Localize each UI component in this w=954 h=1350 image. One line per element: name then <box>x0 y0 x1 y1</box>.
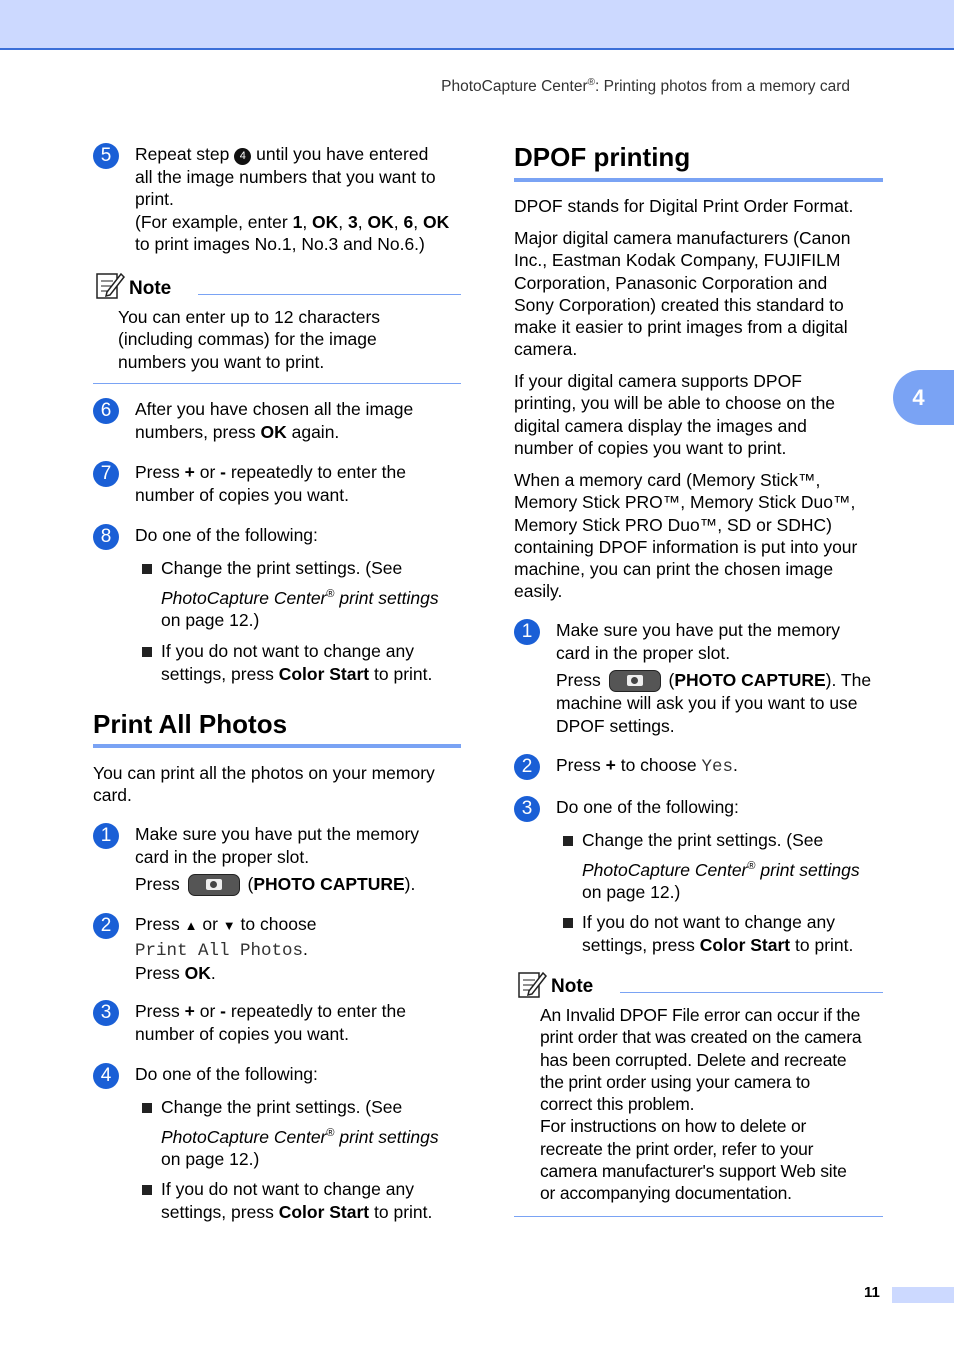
dpof-step-3 <box>514 796 894 826</box>
bullet-square <box>563 918 573 928</box>
step-text: Do one of the following: <box>556 797 739 817</box>
step-text: Do one of the following: <box>135 525 318 545</box>
note-text: You can enter up to 12 characters (including commas) for the image numbers you want to print. <box>118 307 381 372</box>
step-number-badge: 8 <box>93 524 119 550</box>
down-arrow-icon: ▼ <box>222 918 236 933</box>
paragraph: When a memory card (Memory Stick™, Memory Stick PRO™, Memory Stick Duo™, Memory Stick PRO Duo™, SD or SDHC) containing DPOF information is put into your machine, you can print the chosen image easily. <box>514 470 858 602</box>
step-ref-badge: 4 <box>234 148 251 165</box>
step-number-badge: 4 <box>93 1063 119 1089</box>
up-arrow-icon: ▲ <box>184 918 198 933</box>
bullet-item: If you do not want to change any settings, press Color Start to print. <box>142 640 472 688</box>
top-banner <box>0 0 954 50</box>
step-text: Press ▲ or ▼ to choose Print All Photos. Press OK. <box>135 914 317 983</box>
bullet-square <box>142 1185 152 1195</box>
bullet-item: Change the print settings. (See PhotoCapture Center® print settings on page 12.) <box>142 557 472 629</box>
bullet-item: Change the print settings. (See PhotoCapture Center® print settings on page 12.) <box>142 1096 472 1168</box>
chapter-tab: 4 <box>893 370 954 425</box>
step-number-badge: 3 <box>514 796 540 822</box>
left-step-6 <box>93 398 473 448</box>
bullet-square <box>563 836 573 846</box>
note-bottom-rule <box>93 383 461 384</box>
note-icon <box>517 969 547 999</box>
step-text: Press + or - repeatedly to enter the number of copies you want. <box>135 1001 406 1044</box>
note-text: An Invalid DPOF File error can occur if the print order that was created on the camera has been corrupted. Delete and recreate the print order using your camera to correct this problem. For instructions on how to delete or recreate the print order, refer to your camera manufacturer's support Web site or accompanying documentation. <box>540 1005 862 1204</box>
step-number-badge: 2 <box>93 913 119 939</box>
step-number-badge: 6 <box>93 398 119 424</box>
note-top-rule <box>620 992 883 993</box>
step-number-badge: 7 <box>93 461 119 487</box>
note-top-rule <box>198 294 461 295</box>
page-number: 11 <box>864 1284 880 1301</box>
step-text: Press + or - repeatedly to enter the number of copies you want. <box>135 462 406 505</box>
left-step-7 <box>93 461 473 511</box>
step-number-badge: 5 <box>93 143 119 169</box>
step-text: Press + to choose Yes. <box>556 755 738 777</box>
running-header: PhotoCapture Center®: Printing photos from a memory card <box>441 77 850 96</box>
step-number-badge: 3 <box>93 1000 119 1026</box>
footer-bar <box>892 1287 954 1303</box>
photo-capture-button-icon <box>188 874 240 896</box>
left-pap-step-1 <box>93 823 473 903</box>
left-step-5 <box>93 143 473 263</box>
bullet-square <box>142 1103 152 1113</box>
step-text: After you have chosen all the image numbers, press OK again. <box>135 399 414 442</box>
photo-capture-button-icon <box>609 670 661 692</box>
paragraph: Major digital camera manufacturers (Canon Inc., Eastman Kodak Company, FUJIFILM Corporation, Panasonic Corporation and Sony Corporation) created this standard to make it easier to print images from a digital camera. <box>514 228 851 360</box>
dpof-step-1 <box>514 619 894 744</box>
section-heading: DPOF printing <box>514 142 691 172</box>
step-text: Repeat step 4 until you have entered all the image numbers that you want to print. (For example, enter 1, OK, 3, OK, 6, OK to print images No.1, No.3 and No.6.) <box>135 144 450 254</box>
heading-rule <box>93 744 461 748</box>
bullet-item: If you do not want to change any settings, press Color Start to print. <box>142 1178 472 1226</box>
bullet-item: Change the print settings. (See PhotoCapture Center® print settings on page 12.) <box>563 829 893 901</box>
step-text: Make sure you have put the memory card in the proper slot. Press (PHOTO CAPTURE). The machine will ask you if you want to use DPOF settings. <box>556 620 872 736</box>
section-intro: You can print all the photos on your memory card. <box>93 763 435 806</box>
left-pap-step-2 <box>93 913 473 985</box>
left-step-8 <box>93 524 473 554</box>
paragraph: If your digital camera supports DPOF printing, you will be able to choose on the digital camera display the images and number of copies you want to print. <box>514 371 836 458</box>
bullet-square <box>142 647 152 657</box>
heading-rule <box>514 178 883 182</box>
note-title: Note <box>129 278 172 299</box>
paragraph: DPOF stands for Digital Print Order Format. <box>514 196 854 216</box>
step-text: Do one of the following: <box>135 1064 318 1084</box>
note-bottom-rule <box>514 1216 883 1217</box>
section-heading: Print All Photos <box>93 709 288 739</box>
note-icon <box>95 270 125 300</box>
dpof-step-2 <box>514 754 894 784</box>
step-text: Make sure you have put the memory card in the proper slot. Press (PHOTO CAPTURE). <box>135 823 419 896</box>
step-number-badge: 1 <box>93 823 119 849</box>
left-pap-step-4 <box>93 1063 473 1093</box>
step-number-badge: 2 <box>514 754 540 780</box>
bullet-square <box>142 564 152 574</box>
bullet-item: If you do not want to change any settings, press Color Start to print. <box>563 911 893 959</box>
step-number-badge: 1 <box>514 619 540 645</box>
left-pap-step-3 <box>93 1000 473 1050</box>
note-title: Note <box>551 976 594 997</box>
